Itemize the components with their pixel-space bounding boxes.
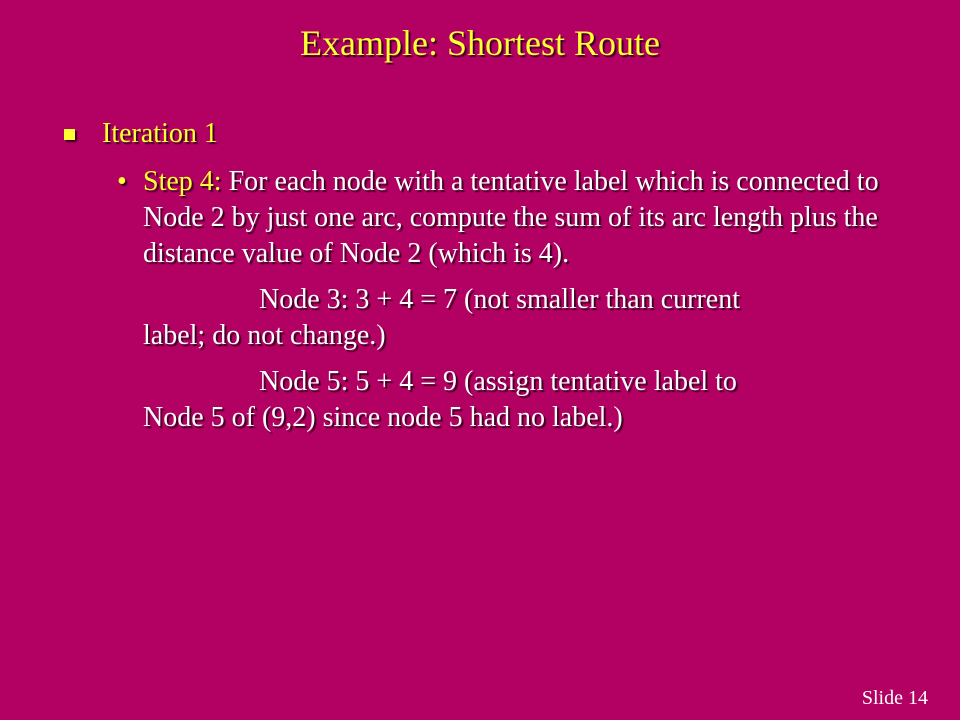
square-bullet-icon	[64, 129, 75, 140]
step-label: Step 4:	[143, 166, 222, 197]
node5-rest: Node 5 of (9,2) since node 5 had no label.)	[143, 402, 623, 433]
slide-title: Example: Shortest Route	[300, 23, 660, 63]
dot-bullet-icon: •	[117, 166, 127, 197]
step-block	[117, 164, 907, 446]
node3-lead: Node 3: 3 + 4 = 7 (not smaller than current	[259, 284, 741, 315]
bullet-iteration-label: Iteration 1	[102, 118, 218, 149]
node3-paragraph	[143, 282, 907, 354]
slide-number: Slide 14	[861, 687, 928, 709]
step-text: For each node with a tentative label which is connected to Node 2 by just one arc, compute the sum of its arc length plus the distance value of Node 2 (which is 4).	[143, 166, 879, 269]
step-paragraph	[143, 164, 907, 272]
node5-paragraph	[143, 364, 907, 436]
node3-rest: label; do not change.)	[143, 320, 386, 351]
node5-lead: Node 5: 5 + 4 = 9 (assign tentative label to	[259, 366, 737, 397]
